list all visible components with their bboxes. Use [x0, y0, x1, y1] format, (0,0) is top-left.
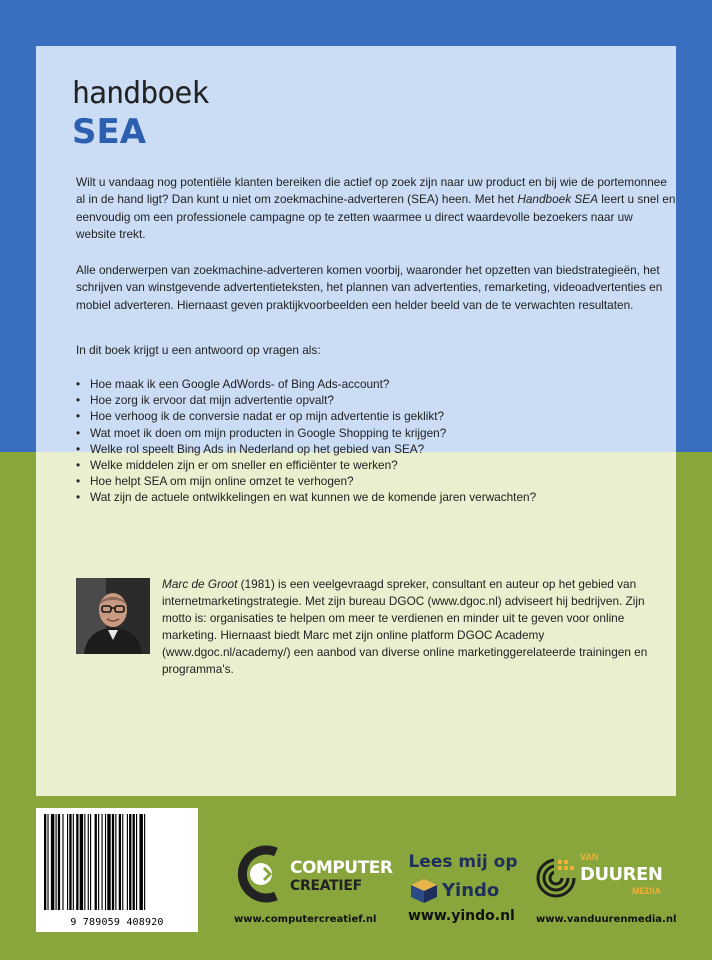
question-item: • Hoe helpt SEA om mijn online omzet te verhogen?: [76, 473, 676, 489]
title-handboek: handboek: [72, 76, 209, 111]
questions-list: [76, 376, 676, 506]
computer-creatief-line1: COMPUTER: [290, 858, 393, 878]
topics-paragraph: Alle onderwerpen van zoekmachine-adverteren komen voorbij, waaronder het opzetten van biedstrategieën, het schrijven van winstgevende advertentieteksten, het plannen van advertenties, remarketing, videoadvertenties en mobiel adverteren. Hiernaast geven praktijkvoorbeelden een helder beeld van de te verwachten resultaten.: [76, 263, 663, 312]
van-duuren-name: DUUREN: [580, 864, 663, 885]
van-duuren-logo: [536, 852, 676, 920]
barcode-bars-icon: [36, 808, 198, 914]
questions-intro: In dit boek krijgt u een antwoord op vragen als:: [76, 343, 321, 357]
title-sea: SEA: [72, 112, 147, 152]
yindo-url: www.yindo.nl: [408, 908, 515, 924]
question-item: • Welke rol speelt Bing Ads in Nederland op het gebied van SEA?: [76, 441, 676, 457]
van-duuren-url: www.vanduurenmedia.nl: [536, 914, 677, 925]
author-bio: Marc de Groot (1981) is een veelgevraagd spreker, consultant en auteur op het gebied van internetmarketingstrategie. Met zijn bureau DGOC (www.dgoc.nl) adviseert hij bedrijven. Zijn motto is: organisaties te helpen om meer te verdienen en minder uit te geven voor online marketing. Hiernaast biedt Marc met zijn online platform DGOC Academy (www.dgoc.nl/academy/) een aanbod van diverse online marketinggerelateerde trainingen en programma's.: [162, 577, 648, 676]
question-item: • Wat zijn de actuele ontwikkelingen en wat kunnen we de komende jaren verwachten?: [76, 489, 676, 505]
author-photo: [76, 578, 150, 654]
yindo-brand: Yindo: [442, 880, 500, 901]
question-item: • Hoe maak ik een Google AdWords- of Bing Ads-account?: [76, 376, 676, 392]
isbn-number: 9 789059 408920: [70, 917, 164, 928]
computer-creatief-url: www.computercreatief.nl: [234, 914, 377, 925]
book-title-italic: Handboek SEA: [517, 192, 598, 207]
author-name: Marc de Groot: [162, 577, 238, 591]
computer-creatief-line2: CREATIEF: [290, 878, 362, 894]
question-item: • Welke middelen zijn er om sneller en efficiënter te werken?: [76, 457, 676, 473]
van-duuren-van: VAN: [580, 852, 599, 862]
isbn-barcode: [36, 808, 198, 932]
computer-creatief-emblem-icon: [234, 842, 290, 906]
yindo-cube-icon: [410, 878, 438, 904]
intro-paragraph: Wilt u vandaag nog potentiële klanten bereiken die actief op zoek zijn naar uw product en bij wie de portemonnee al in de hand ligt? Dan kunt u niet om zoekmachine-adverteren (SEA) heen. Met het Handboek SEA leert u snel en eenvoudig om een professionele campagne op te zetten waarmee u direct waardevolle bezoekers naar uw website trekt.: [76, 175, 676, 242]
question-item: • Wat moet ik doen om mijn producten in Google Shopping te krijgen?: [76, 425, 676, 441]
yindo-tagline: Lees mij op: [408, 852, 518, 872]
van-duuren-media: MEDIA: [632, 886, 661, 896]
van-duuren-spiral-icon: [536, 858, 576, 898]
question-item: • Hoe verhoog ik de conversie nadat er op mijn advertentie is geklikt?: [76, 408, 676, 424]
question-item: • Hoe zorg ik ervoor dat mijn advertentie opvalt?: [76, 392, 676, 408]
computer-creatief-logo: [234, 842, 392, 906]
author-portrait-icon: [76, 578, 150, 654]
